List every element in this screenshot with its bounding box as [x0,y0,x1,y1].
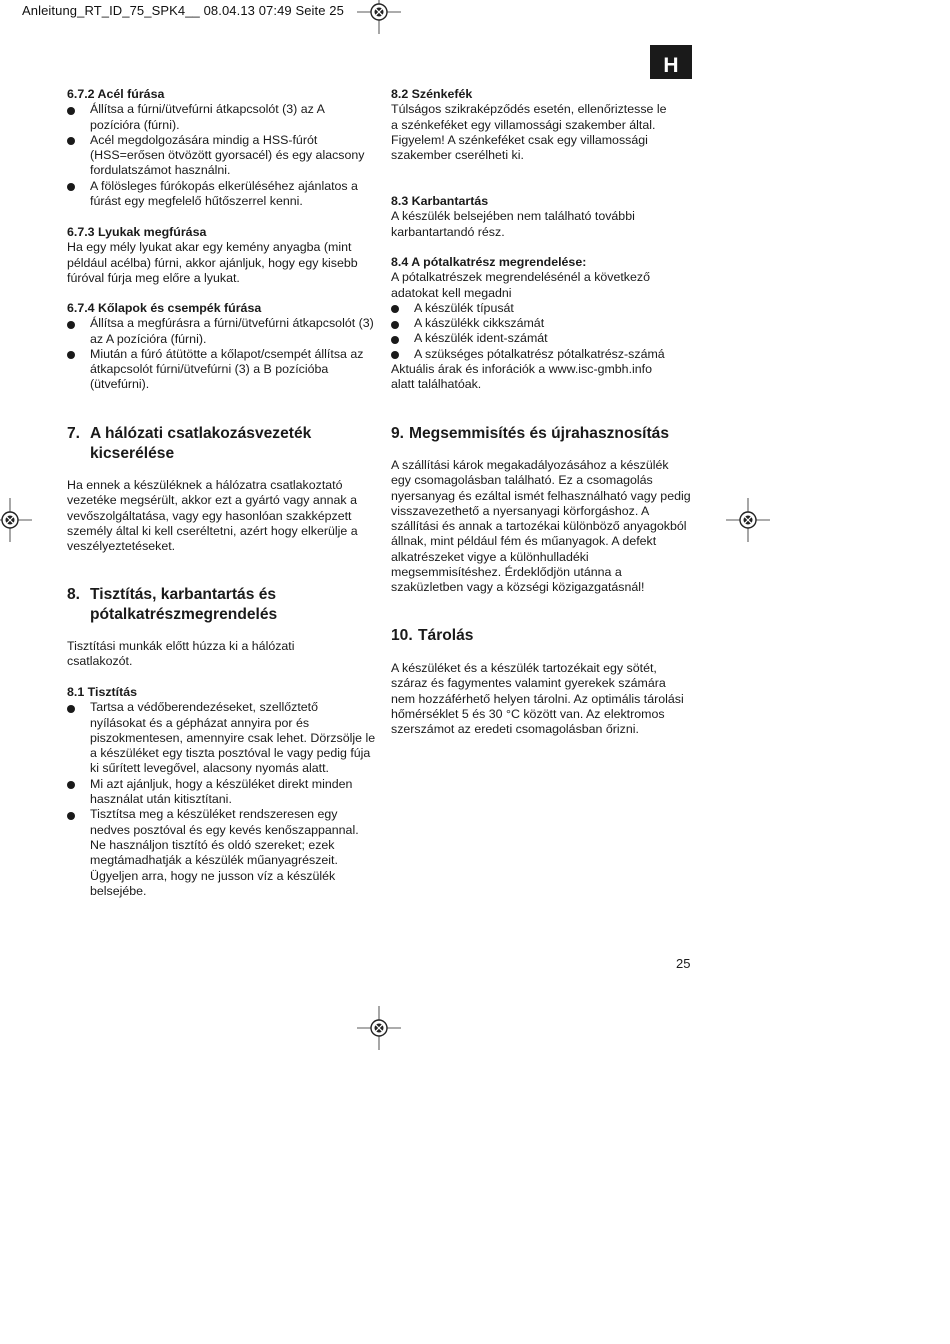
section-8-3 [391,194,656,240]
section-8-1 [67,685,377,899]
heading-section-9 [391,424,701,444]
section-9-paragraph: A szállítási károk megakadályozásához a készülék egy csomagolásban található. Ez a csomagolás nyersanyag és ezáltal ismét felhasználható vagy pedig visszavezethető a nyersanyagi körforgáshoz. A szállítási és annak a tartozékai különböző anyagokból állnak, mint például fém és műanyagok. A defekt alkatrészeket vigye a különhulladéki megsemmisítéshez. Érdeklődjön utánna a szaküzletben vagy a községi közigazgatásnál! [391,458,691,595]
section-10-text [391,661,693,737]
section-8-paragraph: Tisztítási munkák előtt húzza ki a hálózati csatlakozót. [67,639,295,669]
section-8-text [67,639,327,670]
heading-number: 8. [67,586,81,603]
section-6-7-3-title: 6.7.3 Lyukak megfúrása [67,225,207,239]
list-item: A készülék ident-számát [391,331,691,346]
heading-number: 7. [67,425,81,442]
list-item: A szükséges pótalkatrész pótalkatrész-számá [391,347,691,362]
section-10-paragraph: A készüléket és a készülék tartozékait egy sötét, száraz és fagymentes valamint gyerekek számára nem hozzáférhető helyen tárolni. Az optimális tárolási hőmérséklet 5 és 30 °C között van. Az elektromos szerszámot az eredeti csomagolásban őrizni. [391,661,684,737]
section-6-7-2 [67,87,377,209]
section-6-7-2-list [67,102,377,209]
registration-mark-left [0,498,32,542]
list-item: A kászülékk cikkszámát [391,316,691,331]
heading-number: 10. [391,627,413,644]
section-6-7-4-list [67,316,377,392]
section-8-1-title: 8.1 Tisztítás [67,685,138,699]
section-6-7-4-title: 6.7.4 Kőlapok és csempék fúrása [67,301,262,315]
page-number: 25 [676,956,691,971]
section-6-7-3-text: Ha egy mély lyukat akar egy kemény anyagba (mint például acélba) fúrni, akkor ajánljuk, hogy egy kisebb fúróval fúrja meg előre a lyukat. [67,240,358,285]
list-item: Miután a fúró átütötte a kőlapot/csempét állítsa az átkapcsolót fúrni/ütvefúrni (3) a B pozícióba (ütvefúrni). [67,347,377,393]
print-slug: Anleitung_RT_ID_75_SPK4__ 08.04.13 07:49 Seite 25 [22,3,344,18]
heading-text: A hálózati csatlakozásvezeték kicserélése [90,425,312,462]
section-8-3-title: 8.3 Karbantartás [391,194,489,208]
registration-mark-right [726,498,770,542]
registration-mark-bottom [357,1006,401,1050]
section-6-7-2-title: 6.7.2 Acél fúrása [67,87,165,101]
list-item: Mi azt ajánljuk, hogy a készüléket direkt minden használat után kitisztítani. [67,777,377,808]
list-item: Acél megdolgozására mindig a HSS-fúrót (HSS=erősen ötvözött gyorsacél) és egy alacsony fordulatszámot használni. [67,133,377,179]
heading-text: Megsemmisítés és újrahasznosítás [409,425,670,442]
section-8-2 [391,87,671,163]
list-item: Állítsa a fúrni/ütvefúrni átkapcsolót (3) az A pozícióra (fúrni). [67,102,377,133]
list-item: Állítsa a megfúrásra a fúrni/ütvefúrni átkapcsolót (3) az A pozícióra (fúrni). [67,316,377,347]
section-8-2-warning: Figyelem! A szénkeféket csak egy villamossági szakember cserélheti ki. [391,132,648,163]
heading-section-7 [67,424,367,463]
heading-section-10 [391,626,691,646]
registration-mark-top [357,0,401,34]
language-tab: H [650,45,692,79]
list-item: Tisztítsa meg a készüléket rendszeresen egy nedves posztóval és egy kevés kenőszappannal. Ne használjon tisztító és oldó szereket; ezek megtámadhatják a készülék műanyagrészeit. Ügyeljen arra, hogy ne jusson víz a készülék belsejébe. [67,807,377,899]
section-8-4-title: 8.4 A pótalkatrész megrendelése: [391,255,587,269]
section-8-4-outro: Aktuális árak és inforációk a www.isc-gmbh.info alatt találhatóak. [391,362,652,392]
section-7-text [67,478,372,554]
section-8-2-title: 8.2 Szénkefék [391,87,473,101]
section-8-4 [391,255,691,393]
section-8-4-intro: A pótalkatrészek megrendelésénél a következő adatokat kell megadni [391,270,650,300]
heading-text: Tisztítás, karbantartás és pótalkatrészmegrendelés [90,586,278,623]
section-7-paragraph: Ha ennek a készüléknek a hálózatra csatlakoztató vezetéke megsérült, akkor ezt a gyártó vagy annak a vevőszolgáltatása, vagy egy hasonlóan szakképzett személy által ki kell cseréltetni, azért hogy elkerülje a veszélyeztetéseket. [67,478,358,554]
list-item: Tartsa a védőberendezéseket, szellőztető nyílásokat és a gépházat annyira por és piszokmentesen, amennyire csak lehet. Dörzsölje le a készüléket egy tiszta posztóval le vagy pedig fúja ki sűrített levegővel, alacsony nyomás alatt. [67,700,377,776]
section-8-3-text: A készülék belsejében nem található további karbantartandó rész. [391,209,635,239]
list-item: A készülék típusát [391,301,691,316]
heading-number: 9. [391,425,405,442]
heading-section-8 [67,585,367,624]
section-8-4-list [391,301,691,362]
section-8-1-list [67,700,377,899]
list-item: A fölösleges fúrókopás elkerüléséhez ajánlatos a fúrást egy megfelelő hűtőszerrel kenni. [67,179,377,210]
heading-text: Tárolás [418,627,474,644]
section-8-2-text: Túlságos szikraképződés esetén, ellenőriztesse le a szénkeféket egy villamossági szakember által. [391,102,667,132]
section-9-text [391,458,691,596]
section-6-7-4 [67,301,377,393]
section-6-7-3 [67,225,377,286]
